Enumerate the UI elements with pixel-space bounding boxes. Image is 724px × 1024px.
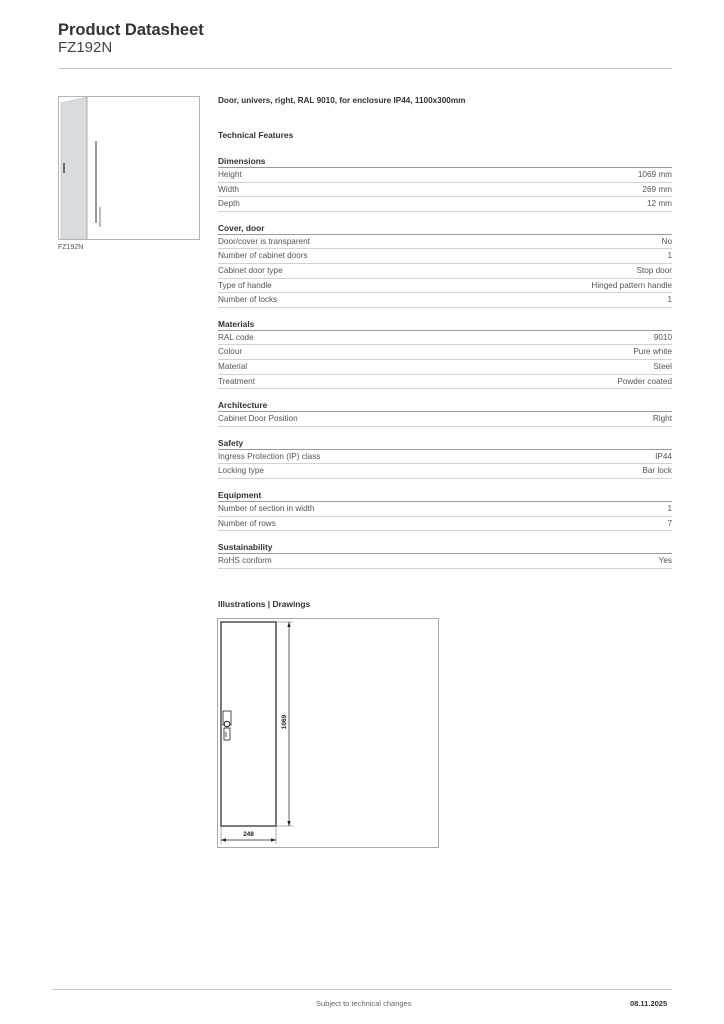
feature-label: Number of rows — [218, 518, 276, 528]
feature-value: 1069 mm — [637, 170, 672, 179]
technical-drawing — [217, 618, 439, 848]
group-title: Sustainability — [218, 541, 672, 554]
feature-row — [218, 360, 672, 375]
height-dimension-label: 1069 — [281, 714, 288, 730]
product-photo — [58, 96, 200, 240]
group-dimensions — [218, 155, 672, 212]
feature-label: Material — [218, 361, 248, 371]
feature-label: Treatment — [218, 376, 256, 386]
group-architecture — [218, 399, 672, 427]
group-cover-door — [218, 222, 672, 308]
feature-value: Hinged pattern handle — [591, 280, 672, 290]
feature-row — [218, 168, 672, 183]
feature-value: 1 — [667, 295, 672, 305]
feature-row — [218, 249, 672, 264]
group-equipment — [218, 489, 672, 531]
group-title: Materials — [218, 318, 672, 331]
feature-value: Yes — [658, 556, 672, 566]
footer-divider — [52, 989, 672, 990]
feature-value: Stop door — [636, 265, 672, 275]
technical-features-heading: Technical Features — [218, 130, 294, 140]
feature-row — [218, 375, 672, 390]
feature-label: RoHS conform — [218, 556, 272, 566]
feature-value: Steel — [653, 361, 672, 371]
feature-row — [218, 502, 672, 517]
product-code: FZ192N — [58, 39, 113, 56]
feature-value: 269 mm — [642, 184, 672, 194]
feature-value: IP44 — [655, 451, 672, 461]
group-title: Cover, door — [218, 222, 672, 235]
feature-row — [218, 464, 672, 479]
feature-value: 9010 — [653, 332, 672, 342]
feature-label: Locking type — [218, 466, 264, 476]
group-title: Equipment — [218, 489, 672, 502]
footer-note: Subject to technical changes — [316, 999, 412, 1008]
feature-label: RAL code — [218, 332, 254, 342]
feature-value: 7 — [667, 518, 672, 528]
group-title: Safety — [218, 437, 672, 450]
feature-row — [218, 264, 672, 279]
feature-row — [218, 412, 672, 427]
feature-row — [218, 517, 672, 532]
feature-label: Ingress Protection (IP) class — [218, 451, 321, 461]
photo-caption: FZ192N — [58, 244, 84, 251]
group-safety — [218, 437, 672, 479]
page-title: Product Datasheet — [58, 21, 204, 39]
feature-value: 12 mm — [646, 199, 672, 209]
feature-groups — [218, 155, 672, 569]
feature-row — [218, 554, 672, 569]
handle-lever — [224, 728, 230, 740]
feature-value: Right — [652, 414, 672, 424]
feature-label: Number of cabinet doors — [218, 251, 308, 261]
header-divider — [58, 68, 672, 69]
feature-value: Powder coated — [617, 376, 672, 386]
group-materials — [218, 318, 672, 389]
feature-value: Bar lock — [642, 466, 672, 476]
width-dimension-label: 248 — [243, 831, 254, 838]
group-title: Dimensions — [218, 155, 672, 168]
feature-label: Depth — [218, 199, 240, 209]
feature-row — [218, 197, 672, 212]
feature-row — [218, 279, 672, 294]
feature-label: Cabinet Door Position — [218, 414, 298, 424]
feature-row — [218, 235, 672, 250]
feature-label: Cabinet door type — [218, 265, 283, 275]
lock-icon — [224, 721, 230, 727]
feature-row — [218, 345, 672, 360]
product-description: Door, univers, right, RAL 9010, for enclosure IP44, 1100x300mm — [218, 96, 466, 105]
feature-label: Number of section in width — [218, 503, 315, 513]
feature-row — [218, 293, 672, 308]
feature-value: Pure white — [633, 347, 672, 357]
illustrations-heading: Illustrations | Drawings — [218, 599, 311, 609]
group-title: Architecture — [218, 399, 672, 412]
feature-value: No — [661, 236, 672, 246]
footer-date: 08.11.2025 — [630, 999, 668, 1008]
feature-row — [218, 183, 672, 198]
door-photo-icon — [59, 97, 199, 239]
feature-value: 1 — [667, 503, 672, 513]
feature-label: Colour — [218, 347, 243, 357]
feature-label: Door/cover is transparent — [218, 236, 310, 246]
group-sustainability — [218, 541, 672, 569]
feature-label: Height — [218, 170, 242, 179]
feature-row — [218, 331, 672, 346]
feature-value: 1 — [667, 251, 672, 261]
feature-label: Number of locks — [218, 295, 278, 305]
feature-label: Width — [218, 184, 239, 194]
feature-row — [218, 450, 672, 465]
feature-label: Type of handle — [218, 280, 272, 290]
